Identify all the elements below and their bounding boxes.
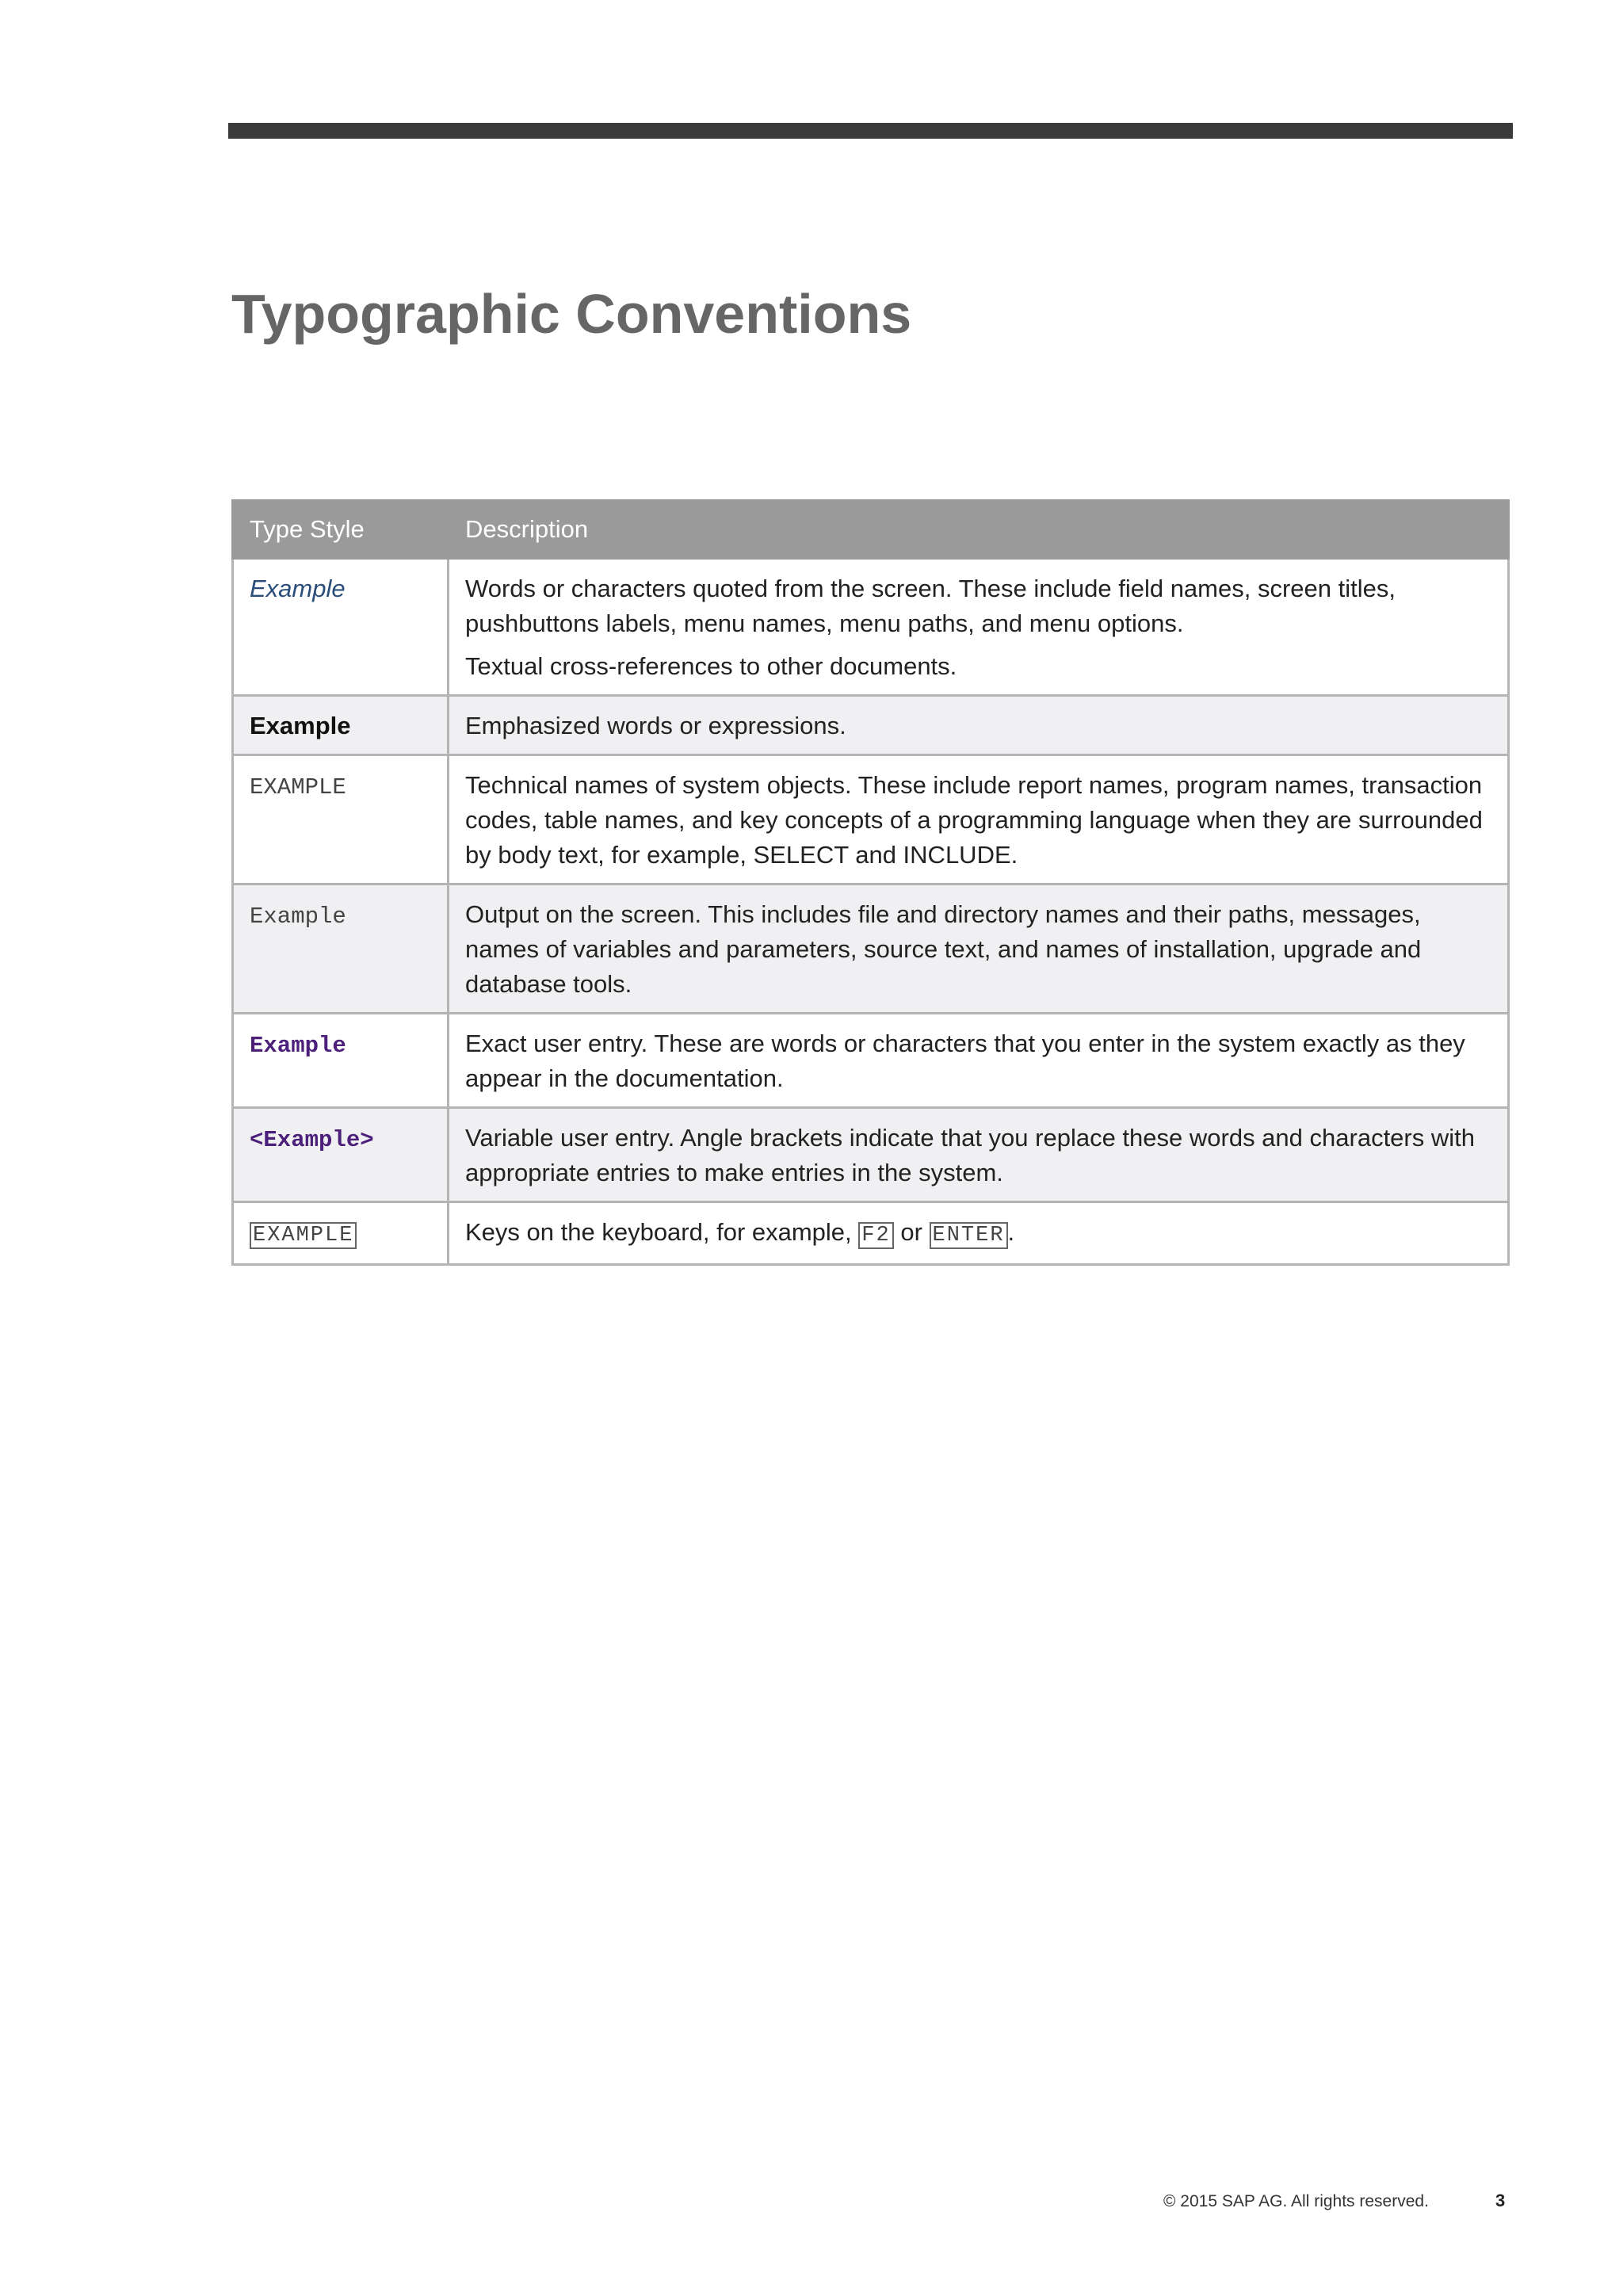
- page-number: 3: [1495, 2191, 1506, 2210]
- description-connector: or: [900, 1218, 922, 1246]
- style-sample-italic: Example: [250, 575, 346, 602]
- style-cell: [233, 696, 449, 755]
- table-row: [233, 1108, 1509, 1202]
- style-sample-user-entry: Example: [250, 1033, 346, 1059]
- table-row: [233, 559, 1509, 696]
- style-cell: [233, 884, 449, 1014]
- description-text-extra: Textual cross-references to other documents.: [465, 652, 957, 680]
- top-rule: [228, 123, 1513, 139]
- table-header-row: [233, 501, 1509, 559]
- header-type-style: Type Style: [233, 501, 449, 559]
- description-text: Emphasized words or expressions.: [465, 712, 846, 739]
- style-cell: [233, 755, 449, 884]
- style-sample-bold: Example: [250, 712, 351, 739]
- style-cell: [233, 1014, 449, 1108]
- keycap-f2: F2: [858, 1222, 893, 1249]
- table-row: [233, 1202, 1509, 1265]
- description-cell: [449, 1108, 1509, 1202]
- description-text: Variable user entry. Angle brackets indicate that you replace these words and characters with appropriate entries to make entries in the system.: [465, 1124, 1475, 1186]
- description-text: Technical names of system objects. These include report names, program names, transaction codes, table names, and key concepts of a programming language when they are surrounded by body text, for example, SELECT and INCLUDE.: [465, 771, 1483, 869]
- table-row: [233, 1014, 1509, 1108]
- style-sample-mono: Example: [250, 904, 346, 930]
- conventions-table: [231, 499, 1510, 1266]
- description-text: Output on the screen. This includes file and directory names and their paths, messages, names of variables and parameters, source text, and names of installation, upgrade and database tools.: [465, 900, 1422, 998]
- description-cell: [449, 755, 1509, 884]
- description-cell: [449, 559, 1509, 696]
- style-sample-mono-caps: EXAMPLE: [250, 774, 346, 800]
- keycap-enter: ENTER: [930, 1222, 1008, 1249]
- style-cell: [233, 1108, 449, 1202]
- style-cell: [233, 559, 449, 696]
- description-suffix: .: [1007, 1218, 1015, 1246]
- description-cell: [449, 696, 1509, 755]
- description-text: Keys on the keyboard, for example,: [465, 1218, 852, 1246]
- style-sample-variable-entry: <Example>: [250, 1127, 374, 1153]
- table-row: [233, 696, 1509, 755]
- table-row: [233, 884, 1509, 1014]
- description-cell: [449, 884, 1509, 1014]
- description-text: Exact user entry. These are words or characters that you enter in the system exactly as they appear in the documentation.: [465, 1030, 1465, 1092]
- description-cell: [449, 1014, 1509, 1108]
- header-description: Description: [449, 501, 1509, 559]
- style-cell: [233, 1202, 449, 1265]
- style-sample-keycap: EXAMPLE: [250, 1222, 357, 1249]
- footer-copyright: © 2015 SAP AG. All rights reserved.: [1163, 2192, 1429, 2210]
- page-title: Typographic Conventions: [231, 283, 912, 345]
- description-text: Words or characters quoted from the screen. These include field names, screen titles, pushbuttons labels, menu names, menu paths, and menu options.: [465, 575, 1396, 637]
- description-cell: [449, 1202, 1509, 1265]
- table-row: [233, 755, 1509, 884]
